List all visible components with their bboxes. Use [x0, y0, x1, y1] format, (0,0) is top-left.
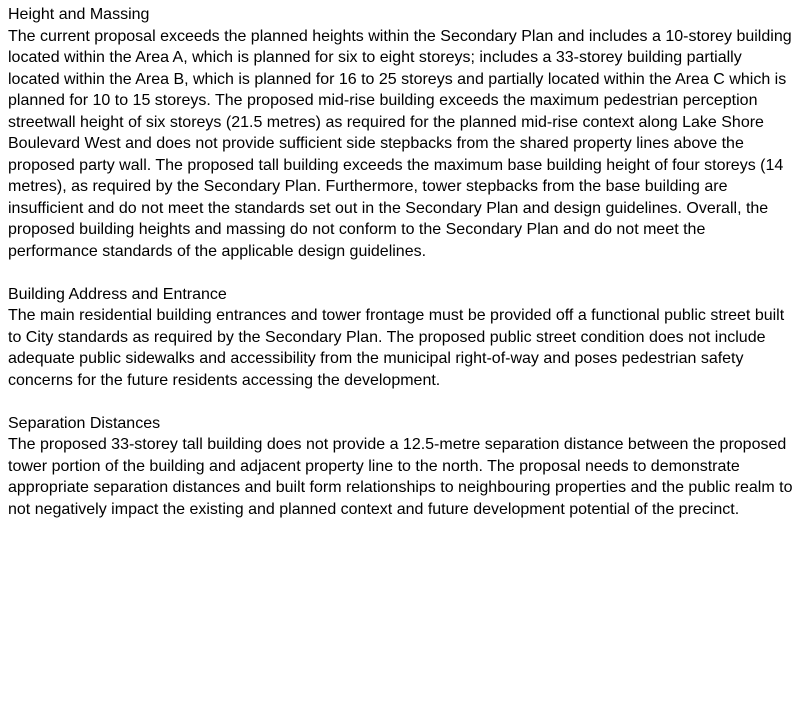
section-height-and-massing: [8, 4, 794, 262]
section-heading: Building Address and Entrance: [8, 285, 227, 303]
section-heading: Height and Massing: [8, 6, 150, 23]
section-paragraph: The main residential building entrances and tower frontage must be provided off a functional public street built to City standards as required by the Secondary Plan. The proposed public street condition does not include adequate public sidewalks and accessibility from the municipal right-of-way and poses pedestrian safety concerns for the future residents accessing the development.: [8, 307, 785, 389]
section-building-address-and-entrance: [8, 284, 794, 392]
section-separation-distances: [8, 413, 794, 521]
section-heading: Separation Distances: [8, 414, 161, 432]
section-paragraph: The proposed 33-storey tall building does not provide a 12.5-metre separation distance between the proposed tower portion of the building and adjacent property line to the north. The proposal needs to demonstrate appropriate separation distances and built form relationships to neighbouring properties and the public realm to not negatively impact the existing and planned context and future development potential of the precinct.: [8, 436, 793, 518]
section-paragraph: The current proposal exceeds the planned heights within the Secondary Plan and includes a 10-storey building located within the Area A, which is planned for six to eight storeys; includes a 33-storey building partially located within the Area B, which is planned for 16 to 25 storeys and partially located within the Area C which is planned for 10 to 15 storeys. The proposed mid-rise building exceeds the maximum pedestrian perception streetwall height of six storeys (21.5 metres) as required for the planned mid-rise context along Lake Shore Boulevard West and does not provide sufficient side stepbacks from the shared property lines above the proposed party wall. The proposed tall building exceeds the maximum base building height of four storeys (14 metres), as required by the Secondary Plan. Furthermore, tower stepbacks from the base building are insufficient and do not meet the standards set out in the Secondary Plan and design guidelines. Overall, the proposed building heights and massing do not conform to the Secondary Plan and do not meet the performance standards of the applicable design guidelines.: [8, 27, 792, 260]
